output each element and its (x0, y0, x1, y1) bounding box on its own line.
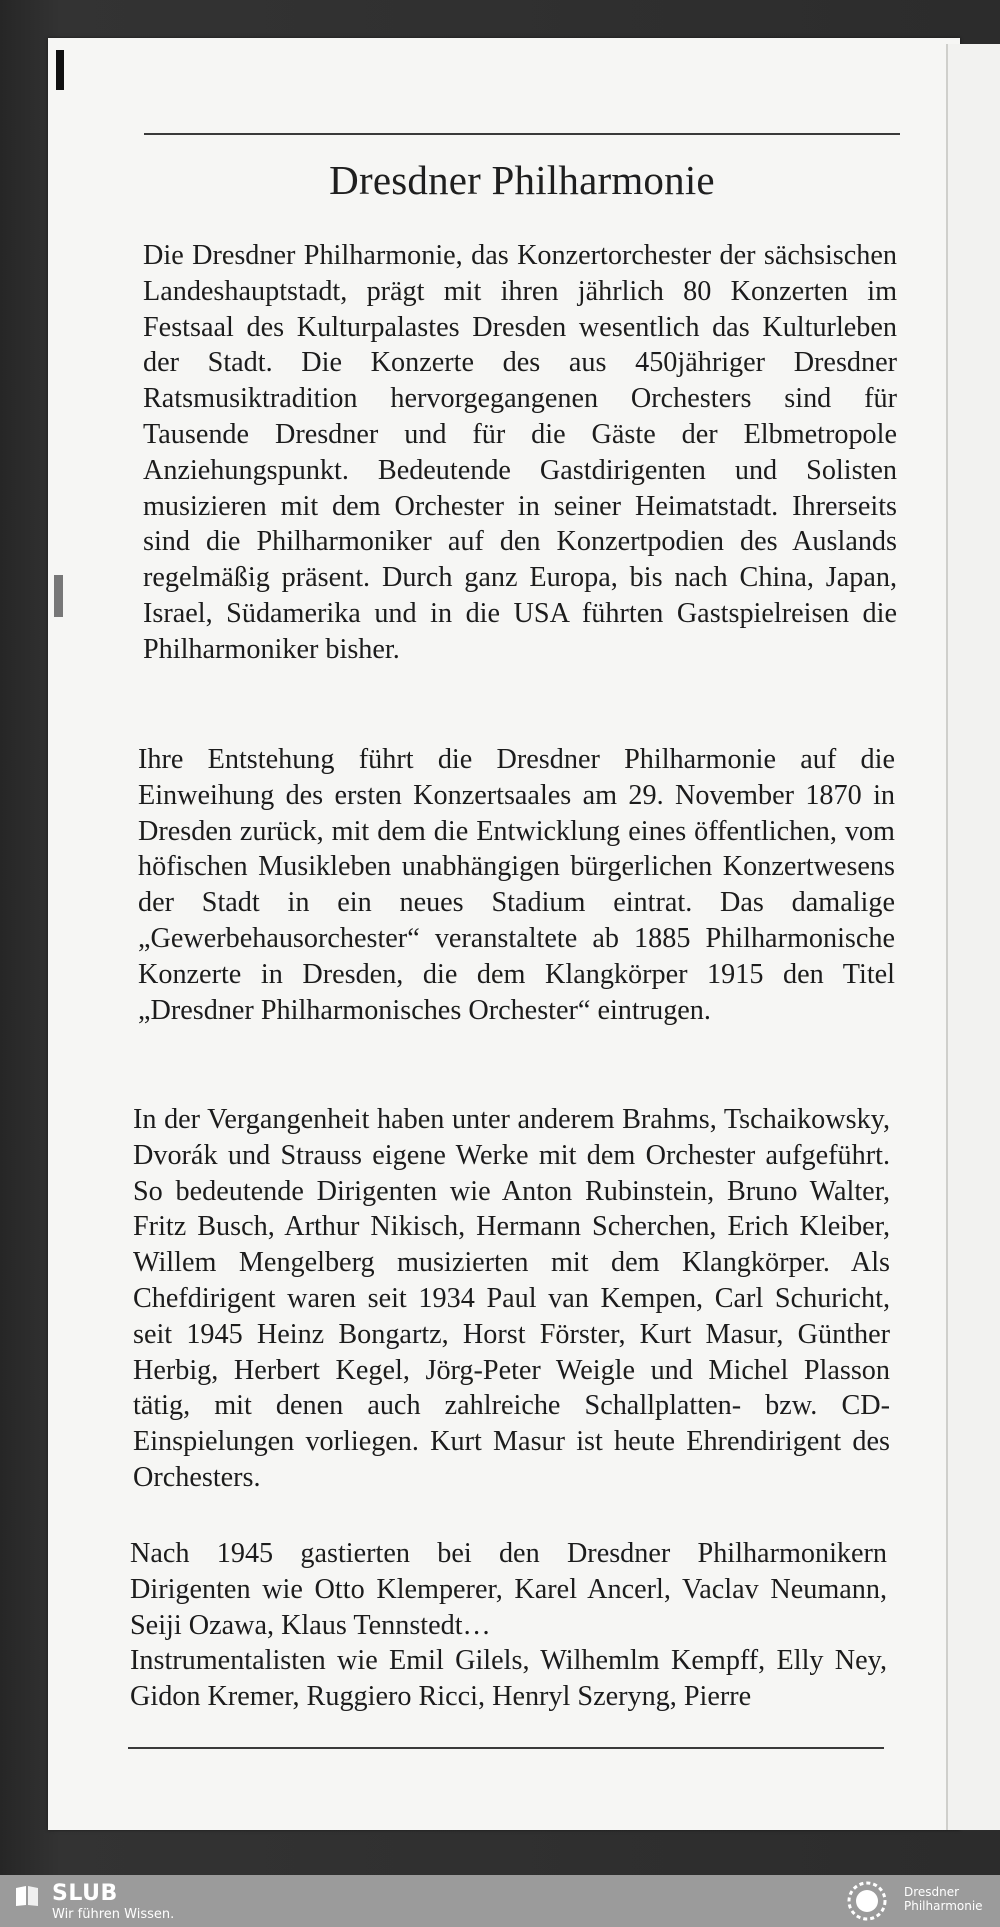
next-page-edge (946, 44, 1000, 1830)
top-rule (144, 133, 900, 135)
partner-name (904, 1885, 983, 1913)
paragraph: Ihre Entstehung führt die Dresdner Philharmonie auf die Einweihung des ersten Konzertsaales am 29. November 1870 in Dresden zurück, mit dem die Entwicklung eines öffentlichen, vom höfischen Musikleben unabhängigen bürgerlichen Konzertwesens der Stadt in ein neues Stadium eintrat. Das damalige „Gewerbehausorchester“ veranstaltete ab 1885 Philharmonische Konzerte in Dresden, die dem Klangkörper 1915 den Titel „Dresdner Philharmonisches Orchester“ eintrugen. (138, 744, 895, 1026)
binding-mark (56, 50, 64, 90)
partner-name-line: Dresdner (904, 1885, 960, 1899)
binding-mark (54, 575, 63, 617)
library-name: SLUB (52, 1881, 118, 1906)
bottom-rule (128, 1747, 884, 1749)
page-title: Dresdner Philharmonie (329, 157, 715, 203)
dresdner-philharmonie-sun-icon (842, 1879, 892, 1923)
partner-name-line: Philharmonie (904, 1899, 983, 1913)
paragraph: In der Vergangenheit haben unter anderem Brahms, Tschaikowsky, Dvorák und Strauss eigene Werke mit dem Orchester aufgeführt. So bedeutende Dirigenten wie Anton Rubinstein, Bruno Walter, Fritz Busch, Arthur Nikisch, Hermann Scherchen, Erich Kleiber, Willem Mengelberg musizierten mit dem Klangkörper. Als Chefdirigent waren seit 1934 Paul van Kempen, Carl Schuricht, seit 1945 Heinz Bongartz, Horst Förster, Kurt Masur, Günther Herbig, Herbert Kegel, Jörg-Peter Weigle und Michel Plasson tätig, mit denen auch zahlreiche Schallplatten- bzw. CD-Einspielungen vorliegen. Kurt Masur ist heute Ehrendirigent des Orchesters. (133, 1104, 890, 1493)
paragraph: Die Dresdner Philharmonie, das Konzertorchester der sächsischen Landeshauptstadt, prägt mit ihren jährlich 80 Konzerten im Festsaal des Kulturpalastes Dresden wesentlich das Kulturleben der Stadt. Die Konzerte des aus 450jähriger Dresdner Ratsmusiktradition hervorgegangenen Orchesters sind für Tausende Dresdner und für die Gäste der Elbmetropole Anziehungspunkt. Bedeutende Gastdirigenten und Solisten musizieren mit dem Orchester in seiner Heimatstadt. Ihrerseits sind die Philharmoniker auf den Konzertpodien des Auslands regelmäßig präsent. Durch ganz Europa, bis nach China, Japan, Israel, Südamerika und in die USA führten Gastspielreisen die Philharmoniker bisher. (143, 240, 897, 665)
paragraph: Instrumentalisten wie Emil Gilels, Wilhemlm Kempff, Elly Ney, Gidon Kremer, Ruggiero Ricci, Henryl Szeryng, Pierre (130, 1645, 887, 1712)
footer-bar (0, 1875, 1000, 1927)
slub-book-icon (14, 1885, 40, 1907)
paragraph: Nach 1945 gastierten bei den Dresdner Philharmonikern Dirigenten wie Otto Klemperer, Karel Ancerl, Vaclav Neumann, Seiji Ozawa, Klaus Tennstedt… (130, 1538, 887, 1641)
library-tagline: Wir führen Wissen. (52, 1907, 175, 1922)
